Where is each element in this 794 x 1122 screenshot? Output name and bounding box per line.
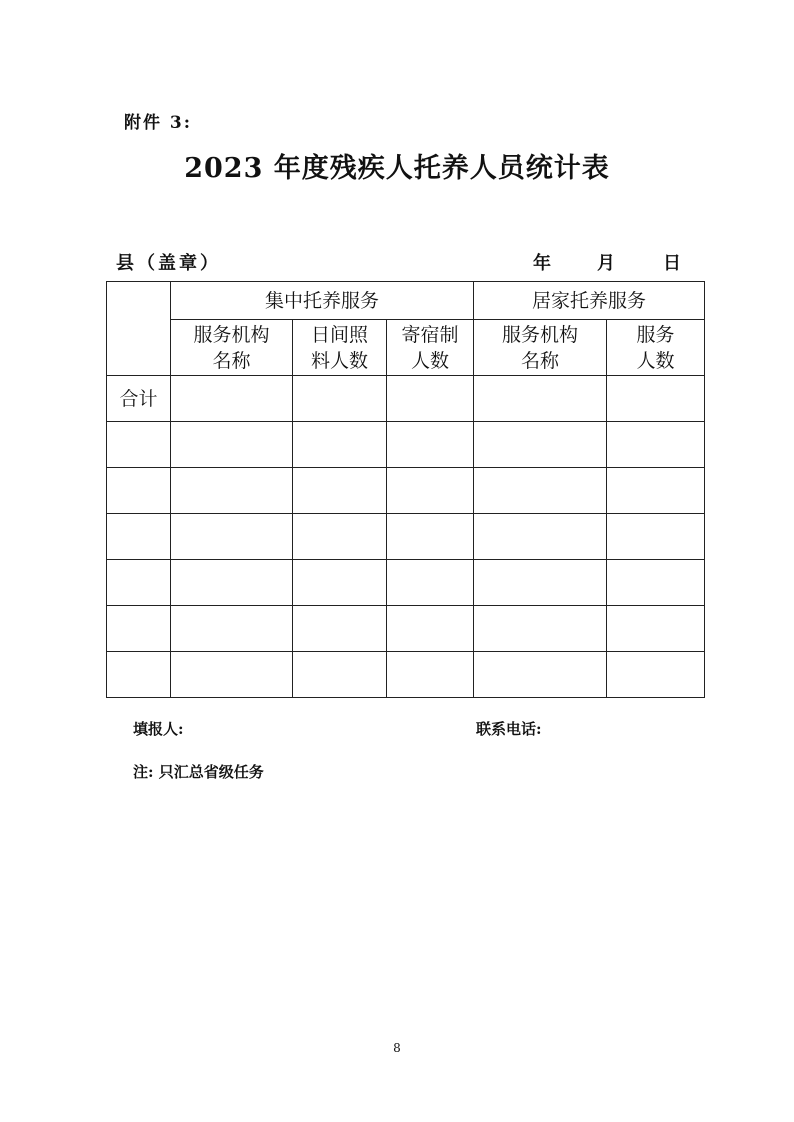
table-row: [107, 560, 705, 606]
contact-phone-label: 联系电话:: [476, 720, 542, 738]
home-org-name-line2: 名称: [521, 349, 560, 372]
table-cell: [107, 560, 171, 606]
table-cell: [607, 422, 705, 468]
table-cell: [171, 376, 293, 422]
corner-cell: [107, 282, 171, 376]
table-cell: [474, 606, 607, 652]
table-cell: [107, 606, 171, 652]
central-org-name-header: [171, 320, 293, 376]
table-cell: [387, 652, 474, 698]
table-cell: [293, 606, 387, 652]
table-cell: [293, 514, 387, 560]
centralized-service-header: 集中托养服务: [171, 282, 474, 320]
page-title: 2023 年度残疾人托养人员统计表: [184, 153, 610, 184]
table-cell: [293, 560, 387, 606]
page-number: 8: [393, 1041, 401, 1055]
home-service-header: 居家托养服务: [474, 282, 705, 320]
table-cell: [607, 560, 705, 606]
footnote: 注: 只汇总省级任务: [133, 763, 264, 781]
table-cell: [607, 652, 705, 698]
table-cell: [387, 514, 474, 560]
home-org-name-header: [474, 320, 607, 376]
central-org-name-line2: 名称: [212, 349, 251, 372]
boarding-count-header: [387, 320, 474, 376]
home-org-name-line1: 服务机构: [502, 323, 579, 346]
table-cell: [171, 514, 293, 560]
statistics-table: [106, 281, 705, 698]
table-cell: [171, 606, 293, 652]
home-service-count-header: [607, 320, 705, 376]
day-label: 日: [663, 253, 681, 274]
total-row: [107, 376, 705, 422]
day-care-count-line1: 日间照: [310, 323, 368, 346]
table-cell: [607, 468, 705, 514]
central-org-name-line1: 服务机构: [193, 323, 270, 346]
table-row: [107, 652, 705, 698]
table-cell: [474, 514, 607, 560]
table-cell: [387, 376, 474, 422]
table-cell: [607, 376, 705, 422]
table-cell: [171, 652, 293, 698]
county-seal-label: 县（盖章）: [116, 253, 221, 274]
table-row: [107, 606, 705, 652]
table-cell: [607, 606, 705, 652]
table-cell: [387, 468, 474, 514]
table-cell: [107, 468, 171, 514]
year-label: 年: [533, 253, 551, 274]
table-row: [107, 468, 705, 514]
table-cell: [607, 514, 705, 560]
total-label: 合计: [107, 376, 171, 422]
attachment-label: 附件 3:: [124, 113, 193, 133]
month-label: 月: [597, 253, 615, 274]
home-service-count-line2: 人数: [636, 349, 675, 372]
table-cell: [171, 422, 293, 468]
table-cell: [474, 422, 607, 468]
day-care-count-line2: 料人数: [310, 349, 368, 372]
table-cell: [171, 468, 293, 514]
table-cell: [293, 468, 387, 514]
table-row: [107, 422, 705, 468]
table-cell: [107, 514, 171, 560]
table-cell: [387, 422, 474, 468]
table-cell: [107, 422, 171, 468]
filler-label: 填报人:: [133, 720, 184, 738]
table-cell: [387, 606, 474, 652]
home-service-count-line1: 服务: [636, 323, 675, 346]
group-header-row: [107, 282, 705, 320]
table-cell: [293, 422, 387, 468]
table-cell: [293, 652, 387, 698]
table-cell: [474, 376, 607, 422]
table-cell: [107, 652, 171, 698]
table-cell: [387, 560, 474, 606]
table-cell: [474, 652, 607, 698]
sub-header-row: [107, 320, 705, 376]
table-cell: [171, 560, 293, 606]
table-cell: [474, 560, 607, 606]
boarding-count-line1: 寄宿制: [401, 323, 459, 346]
table-cell: [293, 376, 387, 422]
table-row: [107, 514, 705, 560]
day-care-count-header: [293, 320, 387, 376]
table-cell: [474, 468, 607, 514]
boarding-count-line2: 人数: [411, 349, 450, 372]
